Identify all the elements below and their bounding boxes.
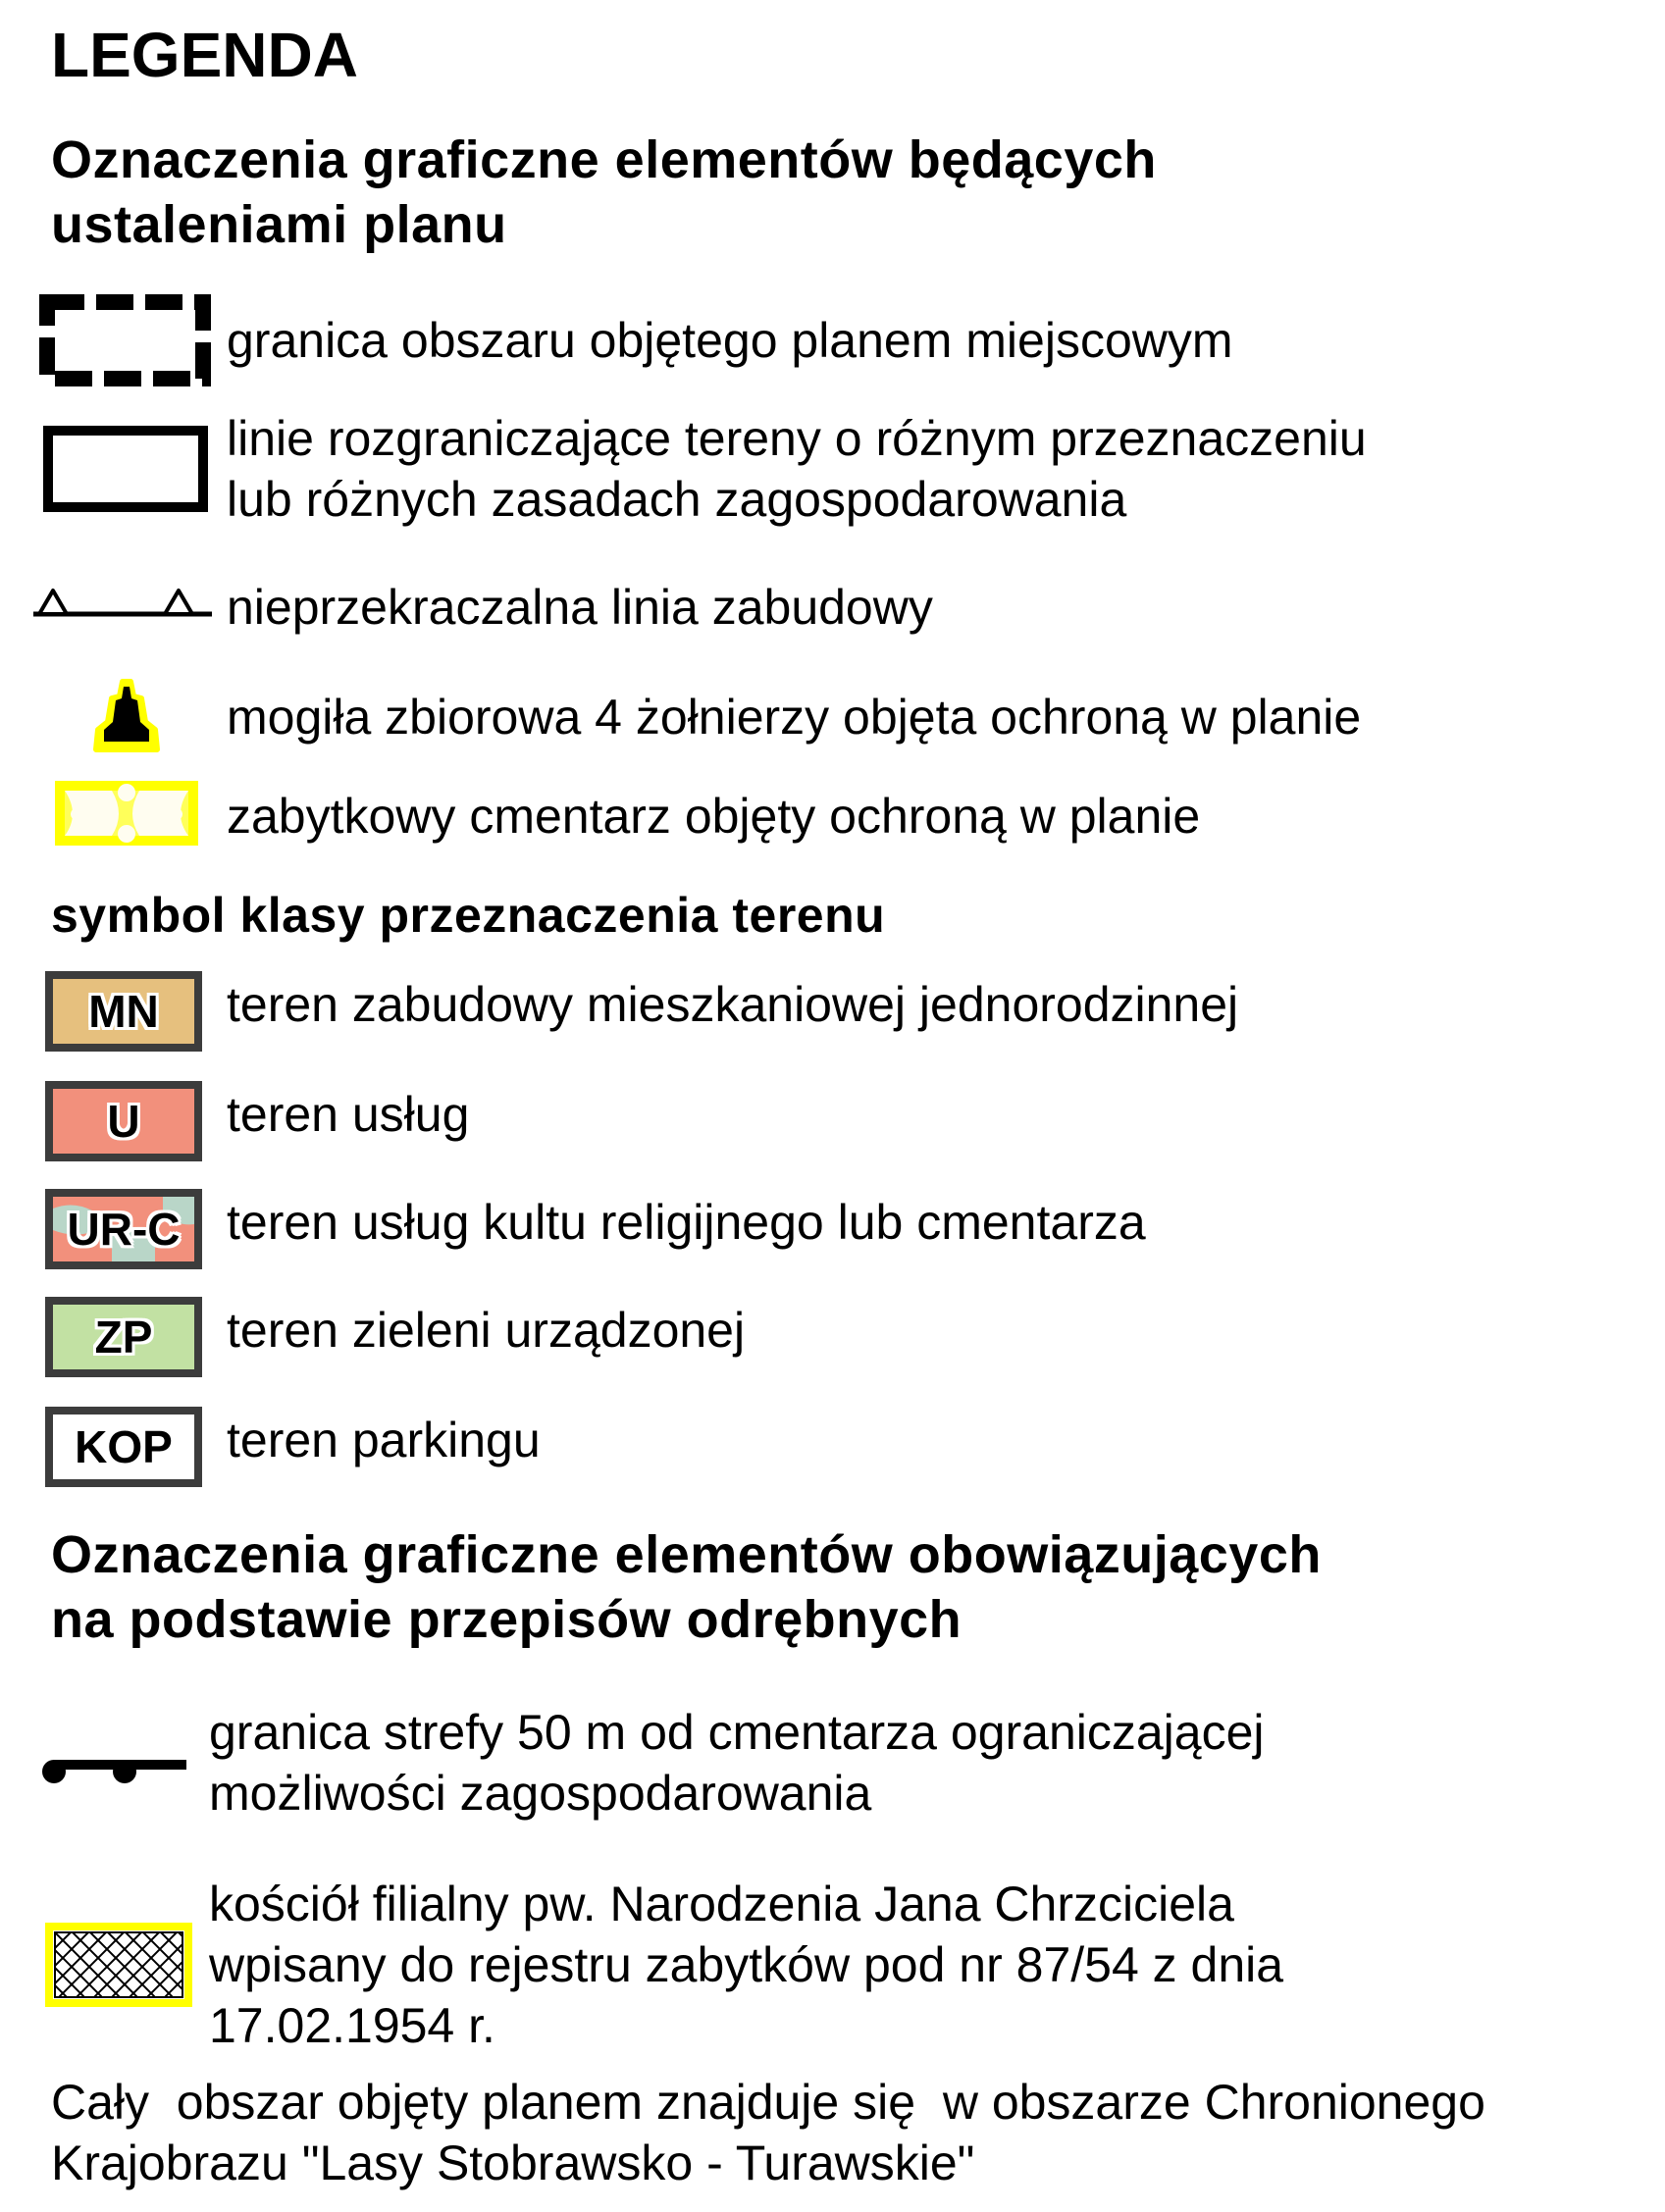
protected-landscape-note-line2: Krajobrazu "Lasy Stobrawsko - Turawskie" <box>51 2135 975 2190</box>
section-heading-other-regulations-line2: na podstawie przepisów odrębnych <box>51 1590 963 1649</box>
legend-label-church-line1: kościół filialny pw. Narodzenia Jana Chrzciciela <box>209 1877 1234 1931</box>
legend-label-historic-cemetery: zabytkowy cmentarz objęty ochroną w planie <box>227 789 1201 844</box>
historic-cemetery-icon <box>55 781 198 846</box>
legend-label-cemetery-zone-line1: granica strefy 50 m od cmentarza ograniczającej <box>209 1705 1265 1760</box>
section-heading-plan-elements-line2: ustaleniami planu <box>51 195 507 254</box>
class-box-zp <box>45 1297 202 1377</box>
legend-title: LEGENDA <box>51 20 358 90</box>
class-label-u: teren usług <box>227 1087 470 1142</box>
section-heading-plan-elements-line1: Oznaczenia graficzne elementów będących <box>51 130 1157 189</box>
section-heading-other-regulations-line1: Oznaczenia graficzne elementów obowiązujących <box>51 1525 1322 1584</box>
legend-label-dividing-lines-line1: linie rozgraniczające tereny o różnym przeznaczeniu <box>227 411 1367 466</box>
dashed-boundary-icon <box>39 294 211 386</box>
class-label-mn: teren zabudowy mieszkaniowej jednorodzinnej <box>227 977 1239 1032</box>
class-label-kop: teren parkingu <box>227 1413 541 1467</box>
class-code-zp: ZP <box>94 1312 153 1363</box>
building-line-triangles-icon <box>29 583 216 622</box>
class-box-kop <box>45 1407 202 1487</box>
legend-label-plan-boundary: granica obszaru objętego planem miejscowym <box>227 313 1233 368</box>
class-code-kop: KOP <box>75 1421 173 1472</box>
church-hatch-icon <box>45 1923 192 2007</box>
cemetery-zone-line-icon <box>39 1752 188 1791</box>
legend-label-building-line: nieprzekraczalna linia zabudowy <box>227 580 933 635</box>
class-code-u: U <box>107 1096 140 1147</box>
solid-boundary-icon <box>43 426 208 512</box>
class-box-ur-c <box>45 1189 202 1269</box>
legend-label-mass-grave: mogiła zbiorowa 4 żołnierzy objęta ochroną w planie <box>227 690 1362 745</box>
class-label-zp: teren zieleni urządzonej <box>227 1303 746 1358</box>
class-code-mn: MN <box>88 986 159 1037</box>
mass-grave-icon <box>90 679 163 753</box>
class-label-ur-c: teren usług kultu religijnego lub cmentarza <box>227 1195 1146 1250</box>
legend-label-cemetery-zone-line2: możliwości zagospodarowania <box>209 1766 872 1821</box>
class-box-mn <box>45 971 202 1052</box>
class-box-u <box>45 1081 202 1161</box>
legend-label-dividing-lines-line2: lub różnych zasadach zagospodarowania <box>227 472 1127 527</box>
section-heading-land-use-classes: symbol klasy przeznaczenia terenu <box>51 888 886 943</box>
legend-label-church-line3: 17.02.1954 r. <box>209 1998 495 2053</box>
protected-landscape-note-line1: Cały obszar objęty planem znajduje się w obszarze Chronionego <box>51 2075 1485 2130</box>
legend-label-church-line2: wpisany do rejestru zabytków pod nr 87/54 z dnia <box>209 1937 1284 1992</box>
class-code-ur-c: UR-C <box>67 1204 181 1255</box>
